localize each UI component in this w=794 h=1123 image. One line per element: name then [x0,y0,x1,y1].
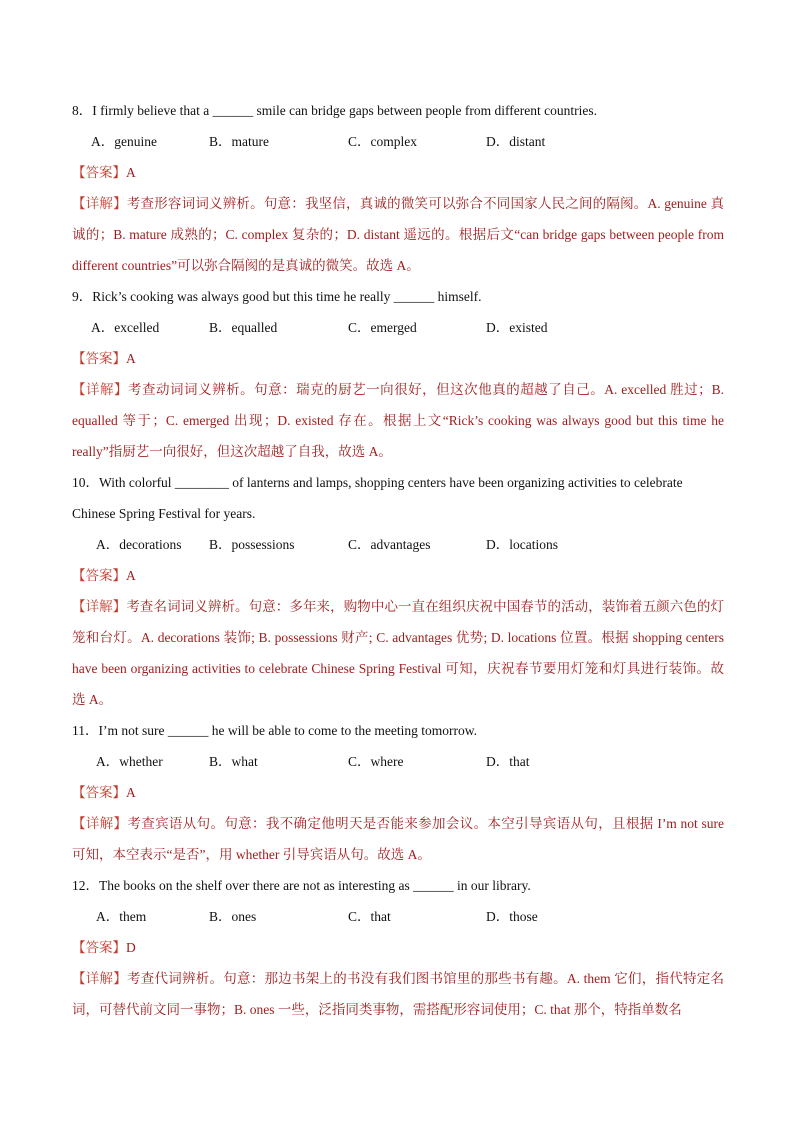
answer-value: A [126,165,136,180]
option-b: B．what [209,754,258,769]
option-c: C．advantages [348,537,431,552]
option-b: B．mature [209,134,269,149]
question-stem: 9．Rick’s cooking was always good but this time he really ______ himself. [72,289,482,304]
option-a: A．whether [96,754,163,769]
answer-label: 【答案】 [72,165,126,180]
option-c: C．emerged [348,320,417,335]
option-a: A．excelled [91,320,160,335]
question-block [72,870,724,1025]
question-stem-continued: Chinese Spring Festival for years. [72,506,256,521]
option-c: C．complex [348,134,417,149]
explanation-label: 【详解】 [72,816,128,831]
question-stem: 11．I’m not sure ______ he will be able to come to the meeting tomorrow. [72,723,478,738]
worksheet-page [72,95,724,1025]
answer-line [72,157,724,188]
option-a: A．decorations [96,537,182,552]
explanation [72,808,724,870]
question-stem: 12．The books on the shelf over there are not as interesting as ______ in our library. [72,878,531,893]
question-stem: 8．I firmly believe that a ______ smile can bridge gaps between people from different countries. [72,103,597,118]
explanation [72,188,724,281]
question-block [72,281,724,467]
option-a: A．genuine [91,134,157,149]
answer-line [72,777,724,808]
explanation-text: 考查代词辨析。句意：那边书架上的书没有我们图书馆里的那些书有趣。A. them 它们，指代特定名词，可替代前文同一事物；B. ones 一些，泛指同类事物，需搭配形容词使用；C. that 那个，特指单数名 [72,971,725,1017]
option-c: C．where [348,754,404,769]
explanation-text: 考查形容词词义辨析。句意：我坚信，真诚的微笑可以弥合不同国家人民之间的隔阂。A. genuine 真诚的；B. mature 成熟的；C. complex 复杂的；D. distant 遥远的。根据后文“can bridge gaps between people from different countries”可以弥合隔阂的是真诚的微笑。故选 A。 [72,196,725,273]
option-a: A．them [96,909,147,924]
answer-label: 【答案】 [72,940,126,955]
option-d: D．those [486,909,538,924]
answer-line [72,343,724,374]
option-row [72,529,724,560]
explanation-label: 【详解】 [72,971,127,986]
explanation [72,591,724,715]
explanation-label: 【详解】 [72,196,127,211]
explanation-text: 考查宾语从句。句意：我不确定他明天是否能来参加会议。本空引导宾语从句，且根据 I’m not sure 可知，本空表示“是否”，用 whether 引导宾语从句。故选 A。 [72,816,724,862]
answer-value: A [126,568,136,583]
explanation [72,374,724,467]
question-block [72,467,724,715]
answer-label: 【答案】 [72,351,126,366]
option-d: D．distant [486,134,546,149]
answer-label: 【答案】 [72,568,126,583]
option-c: C．that [348,909,391,924]
explanation [72,963,724,1025]
answer-value: A [126,785,136,800]
explanation-label: 【详解】 [72,599,127,614]
option-d: D．locations [486,537,558,552]
option-d: D．existed [486,320,548,335]
option-b: B．ones [209,909,257,924]
explanation-label: 【详解】 [72,382,129,397]
option-b: B．possessions [209,537,295,552]
question-block [72,715,724,870]
option-row [72,746,724,777]
answer-line [72,560,724,591]
explanation-text: 考查名词词义辨析。句意：多年来，购物中心一直在组织庆祝中国春节的活动，装饰着五颜六色的灯笼和台灯。A. decorations 装饰; B. possessions 财产; C. advantages 优势; D. locations 位置。根据 shopping centers have been organizing activities to celebrate Chinese Spring Festival 可知，庆祝春节要用灯笼和灯具进行装饰。故选 A。 [72,599,725,707]
question-block [72,95,724,281]
option-row [72,126,724,157]
answer-value: D [126,940,136,955]
option-d: D．that [486,754,530,769]
question-stem: 10．With colorful ________ of lanterns and lamps, shopping centers have been organizing activities to celebrate [72,475,683,490]
answer-label: 【答案】 [72,785,126,800]
explanation-text: 考查动词词义辨析。句意：瑞克的厨艺一向很好，但这次他真的超越了自己。A. excelled 胜过；B. equalled 等于；C. emerged 出现；D. existed 存在。根据上文“Rick’s cooking was always good but this time he really”指厨艺一向很好，但这次超越了自我，故选 A。 [72,382,724,459]
option-row [72,901,724,932]
option-row [72,312,724,343]
answer-line [72,932,724,963]
answer-value: A [126,351,136,366]
option-b: B．equalled [209,320,278,335]
